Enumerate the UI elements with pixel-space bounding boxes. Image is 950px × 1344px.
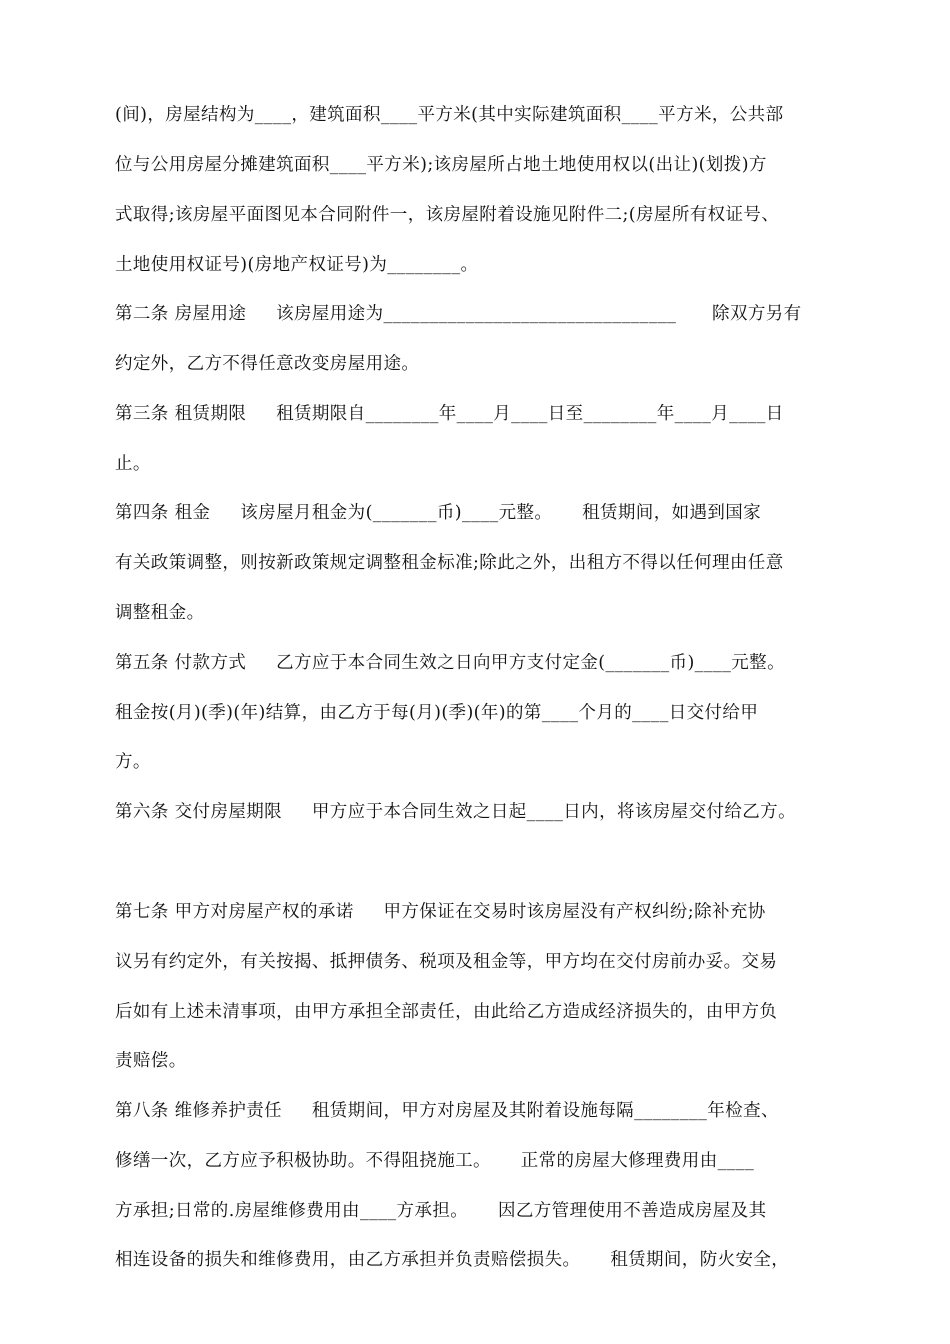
- text-line: 相连设备的损失和维修费用，由乙方承担并负责赔偿损失。 租赁期间，防火安全，: [115, 1250, 790, 1270]
- text-line: 修缮一次，乙方应予积极协助。不得阻挠施工。 正常的房屋大修理费用由____: [115, 1151, 755, 1171]
- text-line: 方承担;日常的.房屋维修费用由____方承担。 因乙方管理使用不善造成房屋及其: [115, 1201, 767, 1221]
- text-line: 止。: [115, 454, 151, 474]
- text-line: 后如有上述未清事项，由甲方承担全部责任，由此给乙方造成经济损失的，由甲方负: [115, 1002, 778, 1022]
- text-line: (间)，房屋结构为____，建筑面积____平方米(其中实际建筑面积____平方米，公共部: [115, 105, 784, 125]
- article-6-heading-line: 第六条 交付房屋期限 甲方应于本合同生效之日起____日内，将该房屋交付给乙方。: [115, 802, 796, 822]
- text-line: 议另有约定外，有关按揭、抵押债务、税项及租金等，甲方均在交付房前办妥。交易: [115, 952, 778, 972]
- article-3-heading-line: 第三条 租赁期限 租赁期限自________年____月____日至________年____月____日: [115, 404, 784, 424]
- article-4-heading-line: 第四条 租金 该房屋月租金为(_______币)____元整。 租赁期间，如遇到国家: [115, 503, 762, 523]
- article-7-heading-line: 第七条 甲方对房屋产权的承诺 甲方保证在交易时该房屋没有产权纠纷;除补充协: [115, 902, 766, 922]
- text-line: 有关政策调整，则按新政策规定调整租金标准;除此之外，出租方不得以任何理由任意: [115, 553, 784, 573]
- article-8-heading-line: 第八条 维修养护责任 租赁期间，甲方对房屋及其附着设施每隔________年检查、: [115, 1101, 779, 1121]
- article-2-heading-line: 第二条 房屋用途 该房屋用途为________________________________ 除双方另有: [115, 304, 802, 324]
- text-line: 约定外，乙方不得任意改变房屋用途。: [115, 354, 420, 374]
- text-line: 土地使用权证号)(房地产权证号)为________。: [115, 255, 479, 275]
- text-line: 租金按(月)(季)(年)结算，由乙方于每(月)(季)(年)的第____个月的____日交付给甲: [115, 703, 759, 723]
- text-line: 调整租金。: [115, 603, 205, 623]
- text-line: 位与公用房屋分摊建筑面积____平方米);该房屋所占地土地使用权以(出让)(划拨)方: [115, 155, 767, 175]
- text-line: 责赔偿。: [115, 1051, 187, 1071]
- text-line: 方。: [115, 752, 151, 772]
- text-line: 式取得;该房屋平面图见本合同附件一，该房屋附着设施见附件二;(房屋所有权证号、: [115, 205, 780, 225]
- article-5-heading-line: 第五条 付款方式 乙方应于本合同生效之日向甲方支付定金(_______币)____元整。: [115, 653, 785, 673]
